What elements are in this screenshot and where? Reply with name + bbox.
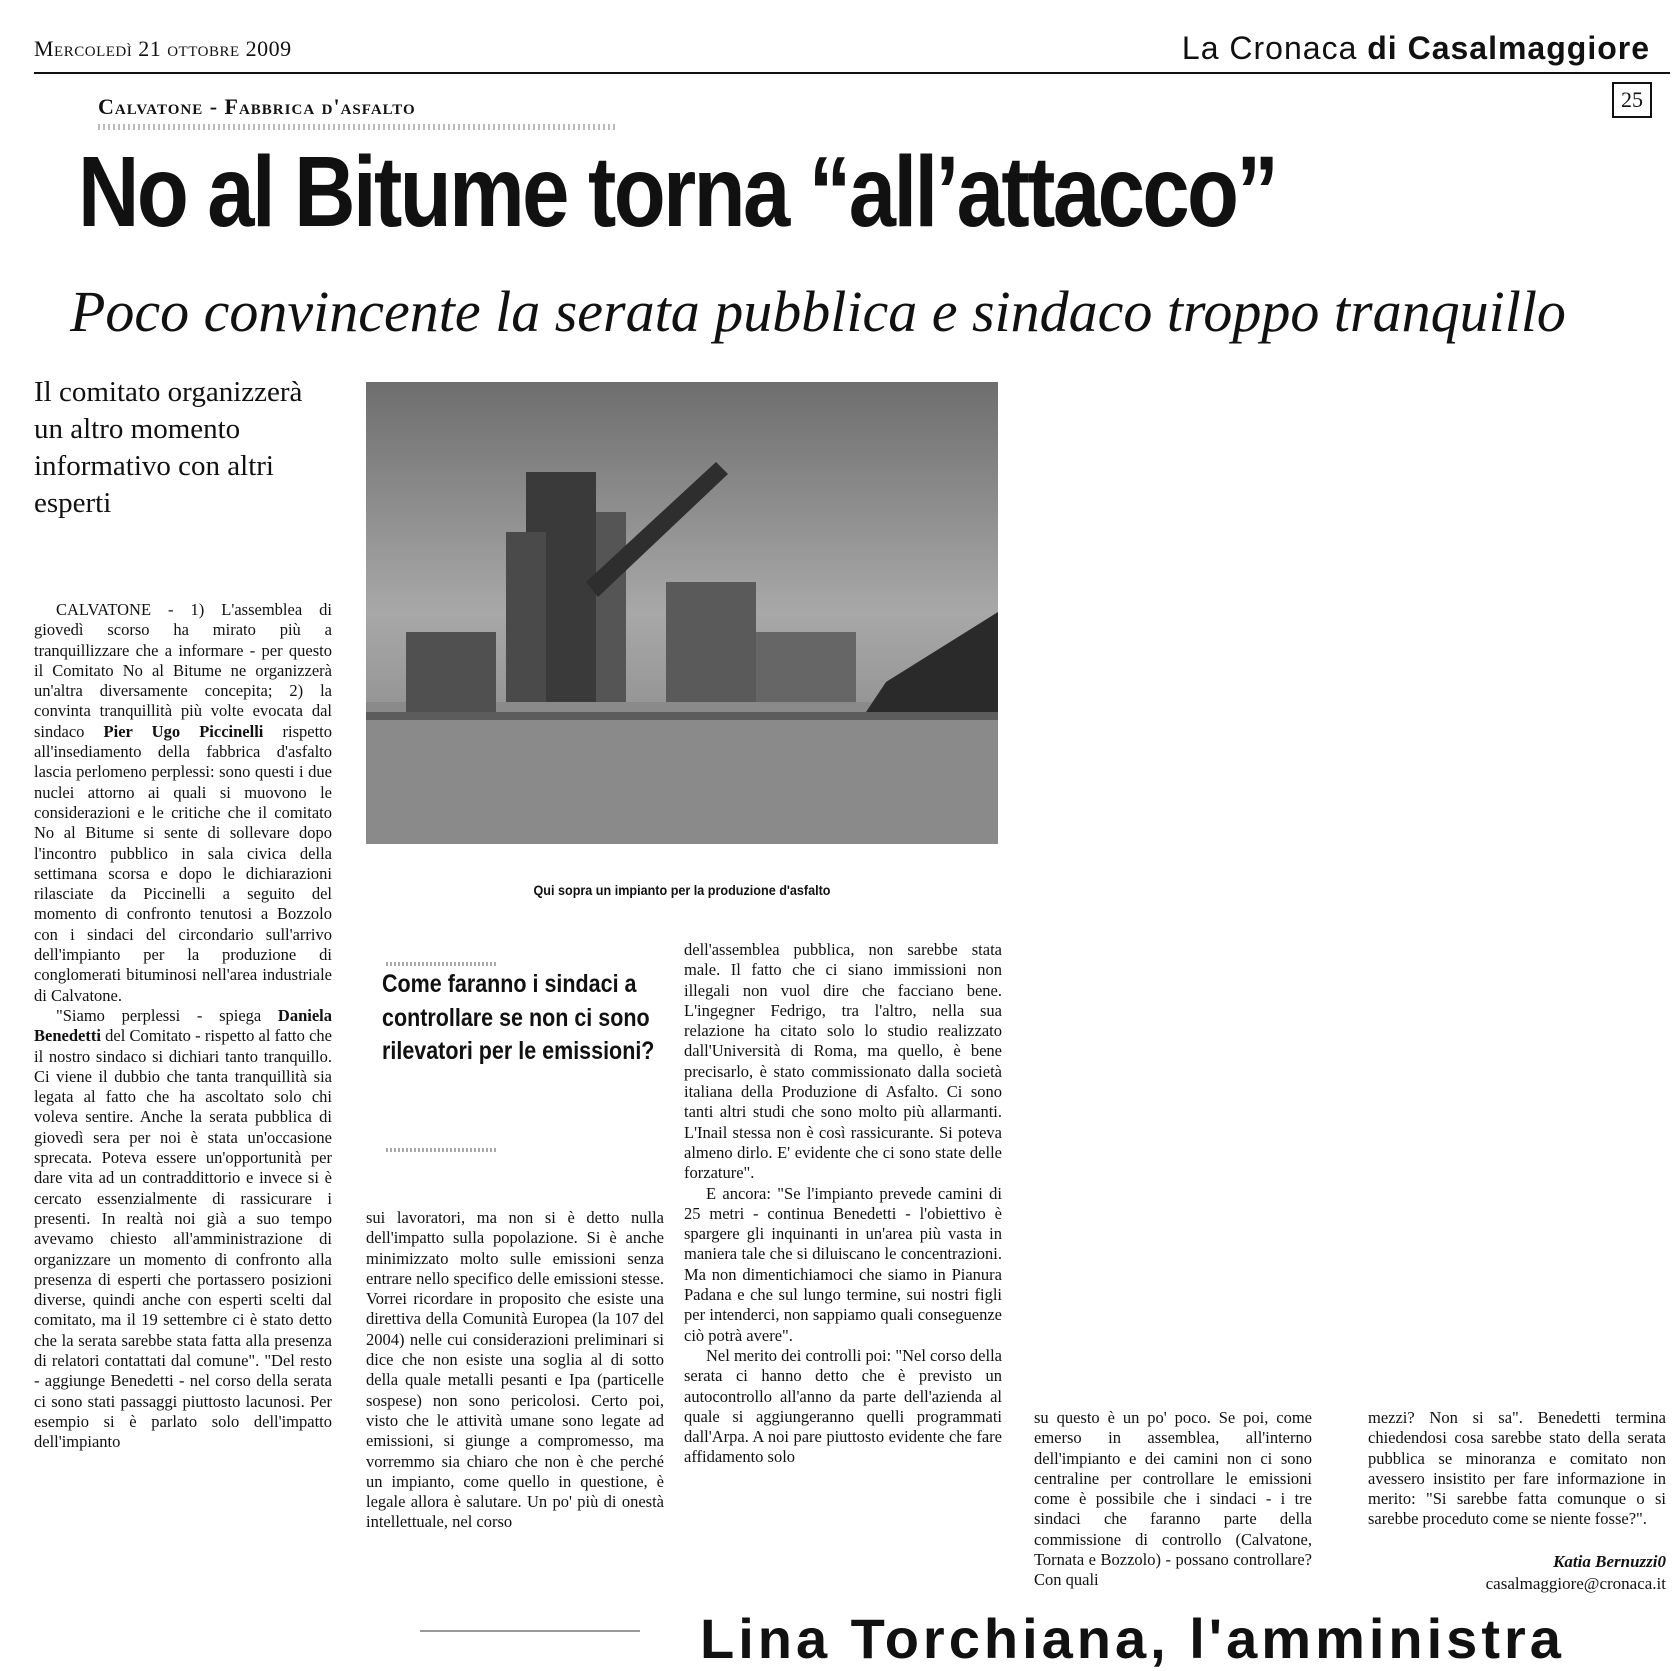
newspaper-name-prefix: La Cronaca xyxy=(1181,30,1358,66)
paragraph xyxy=(34,600,332,1006)
pull-quote-ornament-top xyxy=(386,962,496,966)
person-name: Pier Ugo Piccinelli xyxy=(103,721,264,741)
next-article-headline: Lina Torchiana, l'amministra xyxy=(700,1607,1565,1670)
text-run: del Comitato - rispetto al fatto che il nostro sindaco si dichiari tanto tranquillo. Ci viene il dubbio che tanta tranquillità sia legata al fatto che ha ascoltato solo chi voleva sentire. Anche la serata pubblica di giovedì sera per noi è stata un'occasione sprecata. Poteva essere un'opportunità per dare vita ad un contraddittorio e invece si è cercato essenzialmente di rassicurare i presenti. In realtà noi già a suo tempo avevamo chiesto all'amministrazione di organizzare un momento di confronto alla presenza di esperti che portassero posizioni diverse, quindi anche con esperti scelti dal comitato, ma il 19 settembre ci è stato detto che la serata sarebbe stata fatta alla presenza di relatori contattati dal comune". "Del resto - aggiunge Benedetti - nel corso della serata ci sono stati passaggi piuttosto lacunosi. Per esempio si è parlato solo dell'impatto dell'impianto xyxy=(34,1026,332,1452)
article-column-3 xyxy=(684,940,1002,1468)
asphalt-plant-photo xyxy=(366,382,998,844)
contact-email: casalmaggiore@cronaca.it xyxy=(1485,1574,1666,1593)
bottom-divider xyxy=(420,1630,640,1632)
photo-caption: Qui sopra un impianto per la produzione d'asfalto xyxy=(533,882,831,898)
article-column-2 xyxy=(366,1208,664,1533)
kicker-underline xyxy=(98,124,618,130)
author-byline: Katia Bernuzzi0 xyxy=(1553,1552,1666,1571)
article-column-1 xyxy=(34,600,332,1452)
article-subheadline: Poco convincente la serata pubblica e sindaco troppo tranquillo xyxy=(70,279,1566,344)
text-run: "Siamo perplessi - spiega xyxy=(56,1005,278,1025)
article-summary: Il comitato organizzerà un altro momento informativo con altri esperti xyxy=(34,376,303,519)
article-headline: No al Bitume torna “all’attacco” xyxy=(78,136,1277,248)
article-column-4 xyxy=(1034,1408,1312,1591)
newspaper-name-place: Casalmaggiore xyxy=(1407,30,1650,66)
text-run: rispetto all'insediamento della fabbrica d'asfalto lascia perlomeno perplessi: sono questi i due nuclei attorno ai quali si muovono le considerazioni e le critiche che il comitato No al Bitume si sente di sollevare dopo l'incontro pubblico in sala civica della settimana scorsa e dopo le dichiarazioni rilasciate da Piccinelli a seguito del momento di confronto tenutosi a Bozzolo con i sindaci del circondario sull'arrivo dell'impianto per la produzione di conglomerati bituminosi nell'area industriale di Calvatone. xyxy=(34,721,332,1005)
text-run: CALVATONE - 1) L'assemblea di giovedì scorso ha mirato più a tranquillizzare che a informare - per questo il Comitato No al Bitume ne organizzerà un'altra diversamente concepita; 2) la convinta tranquillità più volte evocata dal sindaco xyxy=(34,600,332,741)
pull-quote-ornament-bottom xyxy=(386,1148,496,1152)
masthead-rule xyxy=(34,72,1670,74)
section-kicker: Calvatone - Fabbrica d'asfalto xyxy=(98,94,416,119)
paragraph: su questo è un po' poco. Se poi, come emerso in assemblea, all'interno dell'impianto e dei camini non ci sono centraline per controllare le emissioni come è possibile che i sindaci - i tre sindaci che faranno parte della commissione di controllo (Calvatone, Tornata e Bozzolo) - possano controllare? Con quali xyxy=(1034,1408,1312,1590)
newspaper-name xyxy=(1182,30,1650,67)
paragraph: dell'assemblea pubblica, non sarebbe stata male. Il fatto che ci siano immissioni non illegali non vuol dire che facciano bene. L'ingegner Fedrigo, tra l'altro, nella sua relazione ha citato solo lo studio realizzato dall'Università di Roma, ma quello, è bene precisarlo, è stato commissionato dalla società italiana della Produzione di Asfalto. Ci sono tanti altri studi che sono molto più allarmanti. L'Inail stessa non è così rassicurante. Si poteva almeno dirlo. E' evidente che ci sono state delle forzature". xyxy=(684,940,1002,1183)
paragraph: sui lavoratori, ma non si è detto nulla dell'impatto sulla popolazione. Si è anche minimizzato molto sulle emissioni senza entrare nello specifico delle emissioni stesse. Vorrei ricordare in proposito che esiste una direttiva della Comunità Europea (la 107 del 2004) nelle cui considerazioni preliminari si dice che non esiste una soglia al di sotto della quale metalli pesanti e Ipa (particelle sospese) non sono pericolosi. Certo poi, visto che le attività umane sono legate ad emissioni, si giunge a compromesso, ma vorremmo sia chiaro che non è che perché un impianto, come quello in questione, è legale allora è salutare. Un po' più di onestà intellettuale, nel corso xyxy=(366,1208,664,1532)
asphalt-plant-illustration xyxy=(366,382,998,844)
paragraph: mezzi? Non si sa". Benedetti termina chiedendosi cosa sarebbe stato della serata pubblica se minoranza e comitato non avessero insistito per fare informazione in merito: "Si sarebbe fatta comunque o si sarebbe proceduto come se niente fosse?". xyxy=(1368,1408,1666,1529)
person-name: Daniela Benedetti xyxy=(34,1005,332,1046)
article-column-5 xyxy=(1368,1408,1666,1530)
paragraph: Nel merito dei controlli poi: "Nel corso della serata ci hanno detto che è previsto un autocontrollo all'anno da parte dell'azienda al quale si aggiungeranno quelli programmati dall'Arpa. A noi pare piuttosto evidente che fare affidamento solo xyxy=(684,1345,1002,1467)
pull-quote: Come faranno i sindaci a controllare se non ci sono rilevatori per le emissioni? xyxy=(382,970,655,1065)
issue-date: Mercoledì 21 ottobre 2009 xyxy=(34,36,292,61)
paragraph: E ancora: "Se l'impianto prevede camini di 25 metri - continua Benedetti - l'obiettivo è spargere gli inquinanti in un'area più vasta in maniera tale che si diluiscano le concentrazioni. Ma non dimentichiamoci che siamo in Pianura Padana e che sul lungo termine, sui nostri figli per intenderci, non sappiamo quali conseguenze ciò potrà avere". xyxy=(684,1183,1002,1345)
paragraph xyxy=(34,1006,332,1453)
page-number: 25 xyxy=(1612,82,1652,118)
newspaper-name-di: di xyxy=(1367,30,1398,66)
